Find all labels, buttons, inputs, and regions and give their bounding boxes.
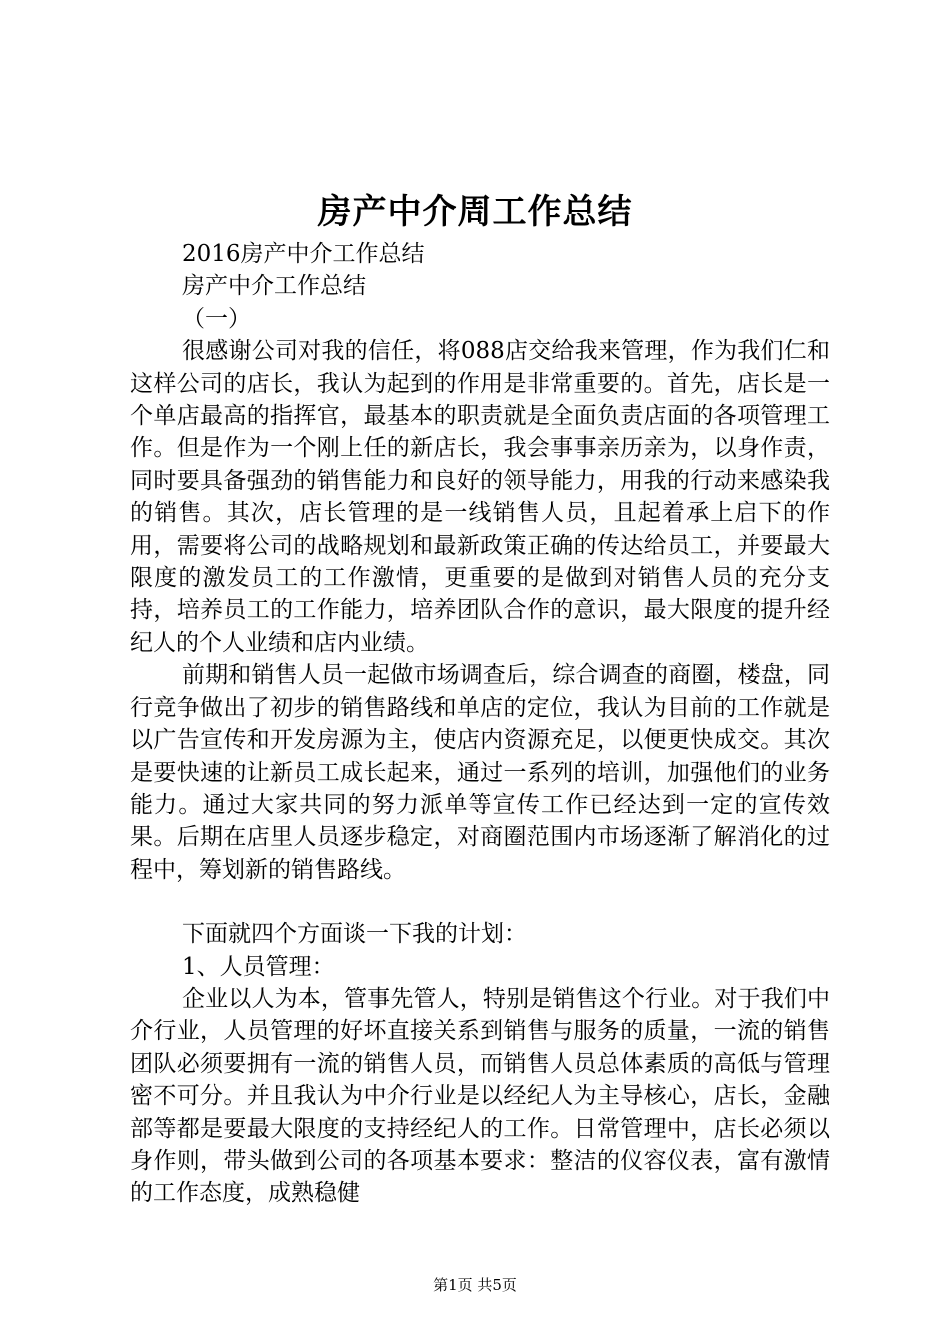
document-body <box>130 238 830 1210</box>
plan-intro: 下面就四个方面谈一下我的计划： <box>182 921 527 948</box>
paragraph-1: 很感谢公司对我的信任，将088店交给我来管理，作为我们仁和这样公司的店长，我认为起到的作用是非常重要的。首先，店长是一个单店最高的指挥官，最基本的职责就是全面负责店面的各项管理工作。但是作为一个刚上任的新店长，我会事事亲历亲为，以身作责，同时要具备强劲的销售能力和良好的领导能力，用我的行动来感染我的销售。其次，店长管理的是一线销售人员，且起着承上启下的作用，需要将公司的战略规划和最新政策正确的传达给员工，并要最大限度的激发员工的工作激情，更重要的是做到对销售人员的充分支持，培养员工的工作能力，培养团队合作的意识，最大限度的提升经纪人的个人业绩和店内业绩。 <box>130 338 830 656</box>
subtitle-line-1: 2016房产中介工作总结 <box>182 241 425 267</box>
paragraph-gap <box>130 886 830 918</box>
plan-item-1-heading: 1、人员管理： <box>182 953 335 980</box>
page-footer: 第1页 共5页 <box>433 1276 517 1294</box>
document-title: 房产中介周工作总结 <box>317 192 633 232</box>
paragraph-2: 前期和销售人员一起做市场调查后，综合调查的商圈，楼盘，同行竞争做出了初步的销售路线和单店的定位，我认为目前的工作就是以广告宣传和开发房源为主，使店内资源充足，以便更快成交。其次是要快速的让新员工成长起来，通过一系列的培训，加强他们的业务能力。通过大家共同的努力派单等宣传工作已经达到一定的宣传效果。后期在店里人员逐步稳定，对商圈范围内市场逐渐了解消化的过程中，筹划新的销售路线。 <box>130 662 830 883</box>
section-marker: （一） <box>182 305 251 332</box>
subtitle-line-2: 房产中介工作总结 <box>182 273 366 300</box>
paragraph-3: 企业以人为本，管事先管人，特别是销售这个行业。对于我们中介行业，人员管理的好坏直接关系到销售与服务的质量，一流的销售团队必须要拥有一流的销售人员，而销售人员总体素质的高低与管理密不可分。并且我认为中介行业是以经纪人为主导核心，店长，金融部等都是要最大限度的支持经纪人的工作。日常管理中，店长必须以身作则，带头做到公司的各项基本要求：整洁的仪容仪表，富有激情的工作态度，成熟稳健 <box>130 985 830 1207</box>
